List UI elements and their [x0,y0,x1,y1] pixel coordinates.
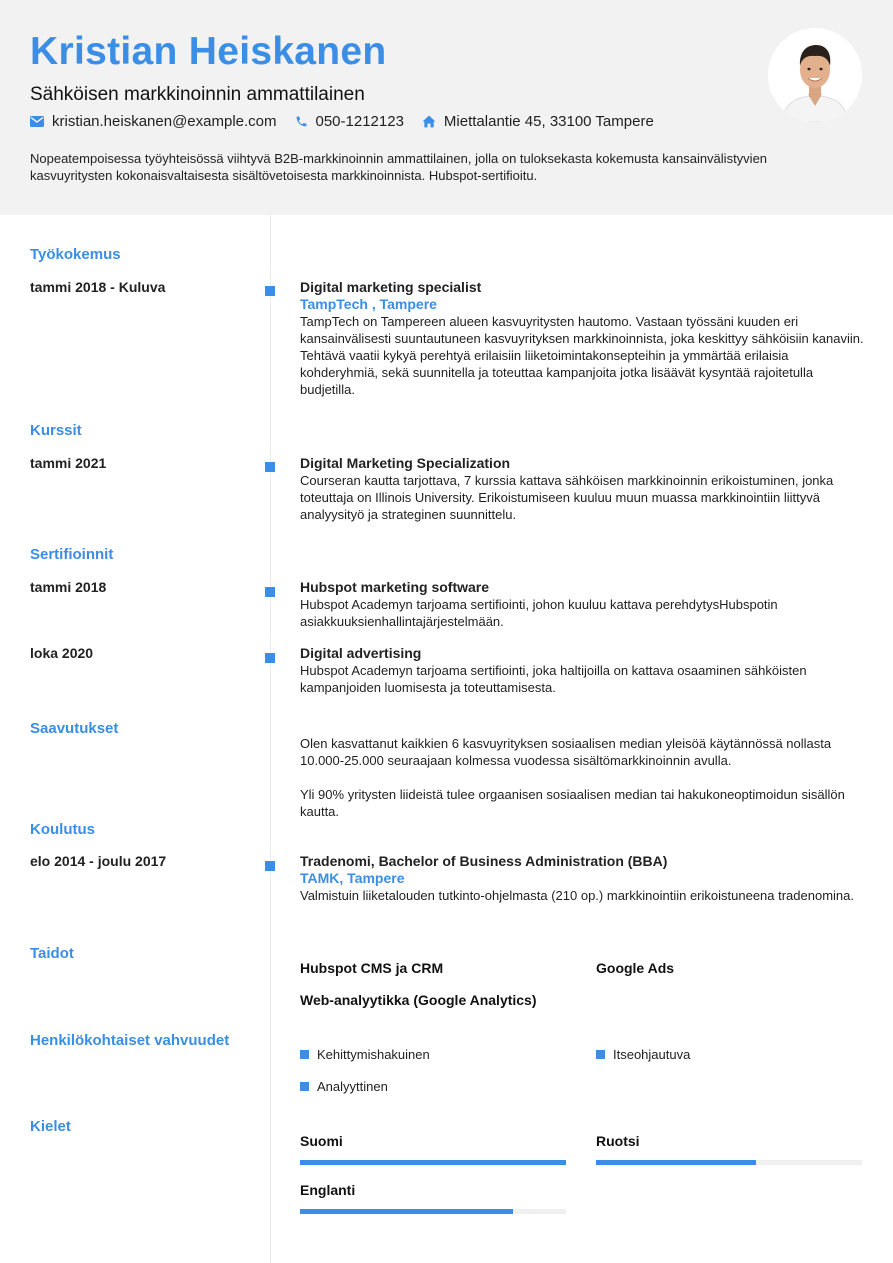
achievement-item: Yli 90% yritysten liideistä tulee orgaanisen sosiaalisen median tai hakukoneoptimoidun sisällön kautta. [300,787,845,819]
section-title-courses: Kurssit [30,422,82,439]
contact-email[interactable] [30,113,277,130]
timeline-divider [270,215,271,1263]
education-entry [300,853,865,904]
strength-item [300,1047,430,1062]
course-date: tammi 2021 [30,455,107,471]
achievement-item: Olen kasvattanut kaikkien 6 kasvuyrityksen sosiaalisen median yleisöä käytännössä nollasta 10.000-25.000 seuraajaan kolmessa vuodessa sisältömarkkinoinnin avulla. [300,736,832,768]
avatar [768,28,862,122]
bullet-square-icon [300,1050,309,1059]
language-level-fill [300,1209,513,1214]
cert-name: Hubspot marketing software [300,579,490,595]
timeline-marker [265,861,275,871]
work-entry [300,279,865,398]
skill-item: Google Ads [596,960,675,976]
strength-item [300,1079,388,1094]
strength-item [596,1047,690,1062]
course-name: Digital Marketing Specialization [300,455,511,471]
education-description: Valmistuin liiketalouden tutkinto-ohjelmasta (210 op.) markkinointiin erikoistuneena tradenomina. [300,888,854,903]
section-title-languages: Kielet [30,1118,71,1135]
education-date: elo 2014 - joulu 2017 [30,853,167,869]
contact-row [30,113,672,130]
bullet-square-icon [300,1082,309,1091]
strength-label: Itseohjautuva [613,1047,691,1062]
section-title-achievements: Saavutukset [30,720,119,737]
envelope-icon [30,116,44,127]
home-icon [422,115,436,128]
timeline-marker [265,587,275,597]
cert-entry [300,579,865,630]
language-level-bar [300,1160,566,1165]
section-title-strengths: Henkilökohtaiset vahvuudet [30,1032,230,1049]
timeline-marker [265,286,275,296]
work-company: TampTech , Tampere [300,296,437,312]
language-item [300,1182,566,1214]
phone-text: 050-1212123 [315,113,404,130]
email-text: kristian.heiskanen@example.com [52,113,277,130]
skill-item: Web-analyytikka (Google Analytics) [300,992,537,1008]
cert-date: loka 2020 [30,645,94,661]
work-role: Digital marketing specialist [300,279,482,295]
language-name: Ruotsi [596,1133,640,1149]
language-name: Englanti [300,1182,356,1198]
timeline-marker [265,653,275,663]
contact-phone[interactable] [295,113,404,130]
contact-address [422,113,654,130]
cert-date: tammi 2018 [30,579,107,595]
language-item [596,1133,862,1165]
course-description: Courseran kautta tarjottava, 7 kurssia kattava sähköisen markkinoinnin erikoistuminen, jonka toteuttaja on Illinois University. Erikoistumiseen kuuluu muun muassa markkinointiin liittyvä analyysityö ja strateginen suunnittelu. [300,473,834,522]
strength-label: Analyyttinen [317,1079,388,1094]
phone-icon [295,115,308,128]
language-level-fill [596,1160,756,1165]
language-item [300,1133,566,1165]
section-title-education: Koulutus [30,821,95,838]
work-date: tammi 2018 - Kuluva [30,279,166,295]
language-level-bar [300,1209,566,1214]
course-entry [300,455,865,523]
cert-name: Digital advertising [300,645,422,661]
timeline-marker [265,462,275,472]
strength-label: Kehittymishakuinen [317,1047,430,1062]
address-text: Miettalantie 45, 33100 Tampere [443,113,654,130]
education-school: TAMK, Tampere [300,870,405,886]
header [0,0,893,215]
cert-description: Hubspot Academyn tarjoama sertifiointi, johon kuuluu kattava perehdytysHubspotin asiakkuuksienhallintajärjestelmään. [300,597,778,629]
education-degree: Tradenomi, Bachelor of Business Administration (BBA) [300,853,668,869]
section-title-certifications: Sertifioinnit [30,546,114,563]
candidate-name: Kristian Heiskanen [30,30,387,73]
cert-entry [300,645,865,696]
language-name: Suomi [300,1133,343,1149]
profile-summary: Nopeatempoisessa työyhteisössä viihtyvä B2B-markkinoinnin ammattilainen, jolla on tuloksekasta kokemusta kansainvälistyvien kasvuyritysten kokonaisvaltaisesta sisältövetoisesta markkinoinnista. Hubspot-sertifioitu. [30,151,768,183]
bullet-square-icon [596,1050,605,1059]
cert-description: Hubspot Academyn tarjoama sertifiointi, joka haltijoilla on kattava osaaminen sähköisten kampanjoiden luomisesta ja toteuttamisesta. [300,663,807,695]
language-level-fill [300,1160,566,1165]
section-title-skills: Taidot [30,945,74,962]
language-level-bar [596,1160,862,1165]
work-description: TampTech on Tampereen alueen kasvuyritysten hautomo. Vastaan työssäni kuuden eri kansainvälisesti suuntautuneen kasvuyrityksen markkinoinnista, joka keskittyy sähköisiin kanaviin. Tehtävä vaatii kykyä perehtyä erilaisiin liiketoimintakonsepteihin ja ymmärtää erilaisia kohderyhmiä, sekä suunnitella ja toteuttaa kampanjoita jotka lisäävät kysyntää rajoitetulla budjetilla. [300,314,864,397]
section-title-work: Työkokemus [30,246,121,263]
skill-item: Hubspot CMS ja CRM [300,960,444,976]
job-title: Sähköisen markkinoinnin ammattilainen [30,84,365,105]
